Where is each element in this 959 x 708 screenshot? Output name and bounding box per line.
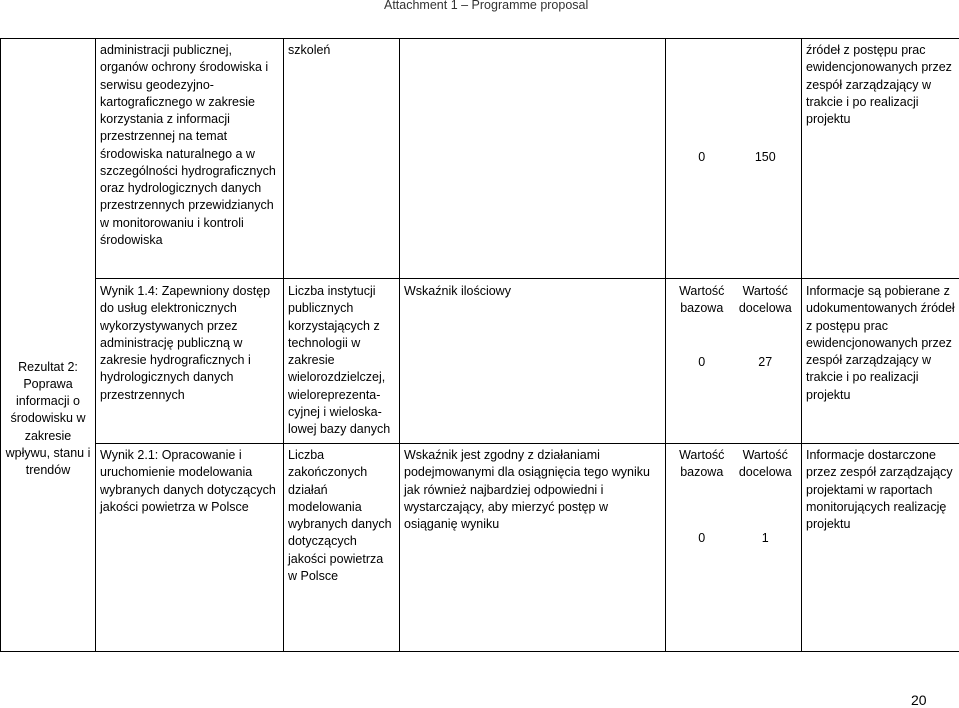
- page-number: 20: [911, 692, 927, 708]
- values-labels-row: [670, 283, 797, 318]
- output-text: Wynik 2.1: Opracowanie i uruchomienie modelowania wybranych danych dotyczących jakości powietrza w Polsce: [100, 448, 276, 514]
- source-text: Informacje są pobierane z udokumentowanych źródeł z postępu prac ewidencjonowanych przez zespół zarządzający w trakcie i po realizacji projektu: [806, 284, 955, 402]
- output-cell: [96, 444, 284, 652]
- indicator-text: Liczba instytucji publicznych korzystających z technologii w zakresie wielorozdzielczej, wieloreprezenta-cyjnej i wieloska-lowej bazy danych: [288, 284, 391, 436]
- indicator-cell: [284, 444, 400, 652]
- target-value: 1: [761, 530, 769, 545]
- source-cell: [802, 39, 959, 279]
- values-cell: [666, 444, 802, 652]
- table-row: [1, 444, 959, 652]
- result-label: Rezultat 2: Poprawa informacji o środowisku w zakresie wpływu, stanu i trendów: [5, 359, 91, 478]
- baseline-label: Wartość bazowa: [679, 448, 725, 480]
- programme-table: [0, 38, 959, 652]
- source-text: źródeł z postępu prac ewidencjonowanych przez zespół zarządzający w trakcie i po realizacji projektu: [806, 43, 952, 126]
- table-row: [1, 39, 959, 279]
- header-title: Attachment 1 – Programme proposal: [384, 0, 589, 12]
- baseline-label: Wartość bazowa: [679, 284, 725, 316]
- output-text: administracji publicznej, organów ochrony środowiska i serwisu geodezyjno-kartograficznego w zakresie korzystania z informacji przestrzennej na temat środowiska naturalnego a w szczególności hydrograficznych oraz hydrologicznych danych przestrzennych przewidzianych w monitorowaniu i kontroli środowiska: [100, 43, 276, 247]
- description-cell: [400, 444, 666, 652]
- description-cell: [400, 39, 666, 279]
- target-value: 150: [754, 150, 776, 164]
- target-label: Wartość docelowa: [738, 284, 792, 316]
- description-text: Wskaźnik ilościowy: [404, 284, 511, 298]
- indicator-text: szkoleń: [288, 43, 331, 57]
- values-row: [670, 354, 797, 371]
- description-text: Wskaźnik jest zgodny z działaniami podejmowanymi dla osiągnięcia tego wyniku jak również najbardziej odpowiedni i wystarczający, aby mierzyć postęp w osiąganię wyniku: [404, 448, 650, 531]
- baseline-value: 0: [698, 150, 706, 164]
- baseline-value: 0: [698, 354, 706, 369]
- output-cell: [96, 279, 284, 444]
- output-cell: [96, 39, 284, 279]
- table-row: [1, 279, 959, 444]
- target-value: 27: [758, 354, 773, 369]
- target-label: Wartość docelowa: [738, 448, 792, 480]
- indicator-text: Liczba zakończonych działań modelowania wybranych danych dotyczących jakości powietrza w Polsce: [288, 448, 392, 583]
- result-cell: [1, 39, 96, 652]
- output-text: Wynik 1.4: Zapewniony dostęp do usług elektronicznych wykorzystywanych przez administrację publiczną w zakresie hydrograficznych i hydrologicznych danych przestrzennych: [100, 284, 271, 402]
- values-row: [670, 530, 797, 547]
- values-cell: [666, 39, 802, 279]
- document-header: [0, 0, 959, 16]
- source-cell: [802, 279, 959, 444]
- baseline-value: 0: [698, 530, 706, 545]
- indicator-cell: [284, 279, 400, 444]
- values-cell: [666, 279, 802, 444]
- values-labels-row: [670, 447, 797, 482]
- source-cell: [802, 444, 959, 652]
- source-text: Informacje dostarczone przez zespół zarządzający projektami w raportach monitorujących realizację projektu: [806, 448, 953, 531]
- description-cell: [400, 279, 666, 444]
- indicator-cell: [284, 39, 400, 279]
- values-row: [670, 149, 797, 166]
